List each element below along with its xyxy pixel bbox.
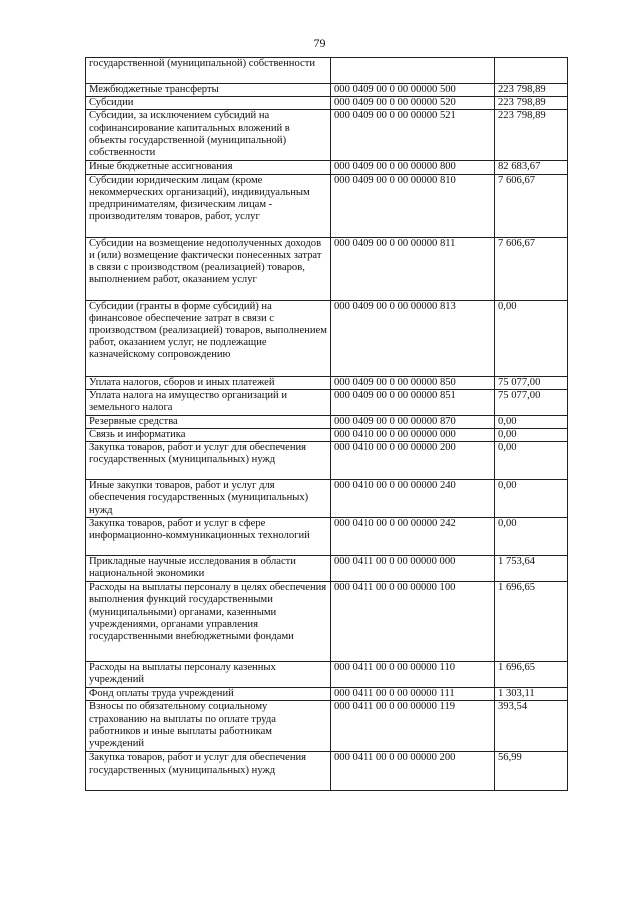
row-name-cell: Взносы по обязательному социальному страхованию на выплаты по оплате труда работников и иные выплаты работникам учреждений (86, 701, 331, 752)
table-row (86, 688, 568, 701)
table-row (86, 58, 568, 84)
row-name-cell: Расходы на выплаты персоналу в целях обеспечения выполнения функций государственными (муниципальными) органами, казенными учреждениями, органами управления государственными внебюджетными фондами (86, 582, 331, 662)
row-code-cell: 000 0409 00 0 00 00000 520 (331, 97, 495, 110)
table-row (86, 300, 568, 376)
row-sum-cell: 7 606,67 (495, 174, 568, 237)
table-row (86, 752, 568, 791)
row-code-cell: 000 0409 00 0 00 00000 870 (331, 415, 495, 428)
row-sum-cell: 0,00 (495, 518, 568, 556)
row-code-cell: 000 0411 00 0 00 00000 110 (331, 662, 495, 688)
table-row (86, 84, 568, 97)
row-name-cell: Фонд оплаты труда учреждений (86, 688, 331, 701)
row-name-cell: Субсидии, за исключением субсидий на софинансирование капитальных вложений в объекты государственной (муниципальной) собственности (86, 110, 331, 161)
row-sum-cell: 0,00 (495, 415, 568, 428)
table-row (86, 415, 568, 428)
row-name-cell: Иные закупки товаров, работ и услуг для обеспечения государственных (муниципальных) нужд (86, 480, 331, 518)
row-sum-cell: 223 798,89 (495, 97, 568, 110)
row-sum-cell: 0,00 (495, 429, 568, 442)
row-code-cell: 000 0411 00 0 00 00000 119 (331, 701, 495, 752)
row-code-cell: 000 0410 00 0 00 00000 200 (331, 442, 495, 480)
row-name-cell: Уплата налога на имущество организаций и земельного налога (86, 389, 331, 415)
table-row (86, 662, 568, 688)
row-sum-cell: 1 696,65 (495, 582, 568, 662)
page-number: 79 (313, 36, 326, 50)
row-sum-cell: 75 077,00 (495, 376, 568, 389)
table-row (86, 376, 568, 389)
table-row (86, 97, 568, 110)
row-sum-cell: 1 696,65 (495, 662, 568, 688)
row-code-cell: 000 0411 00 0 00 00000 100 (331, 582, 495, 662)
row-name-cell: Связь и информатика (86, 429, 331, 442)
budget-table-body (86, 58, 568, 791)
row-code-cell: 000 0410 00 0 00 00000 000 (331, 429, 495, 442)
row-code-cell: 000 0411 00 0 00 00000 000 (331, 556, 495, 582)
row-sum-cell: 82 683,67 (495, 161, 568, 174)
row-sum-cell: 75 077,00 (495, 389, 568, 415)
row-name-cell: Закупка товаров, работ и услуг для обеспечения государственных (муниципальных) нужд (86, 752, 331, 791)
row-code-cell (331, 58, 495, 84)
budget-table (85, 57, 568, 791)
row-sum-cell: 7 606,67 (495, 237, 568, 300)
row-code-cell: 000 0411 00 0 00 00000 200 (331, 752, 495, 791)
row-name-cell: Субсидии юридическим лицам (кроме некоммерческих организаций), индивидуальным предпринимателям, физическим лицам - производителям товаров, работ, услуг (86, 174, 331, 237)
row-sum-cell (495, 58, 568, 84)
row-sum-cell: 0,00 (495, 300, 568, 376)
table-row (86, 582, 568, 662)
row-code-cell: 000 0409 00 0 00 00000 500 (331, 84, 495, 97)
row-name-cell: Закупка товаров, работ и услуг в сфере информационно-коммуникационных технологий (86, 518, 331, 556)
table-row (86, 701, 568, 752)
table-row (86, 480, 568, 518)
row-name-cell: Субсидии (86, 97, 331, 110)
row-code-cell: 000 0409 00 0 00 00000 521 (331, 110, 495, 161)
row-name-cell: Субсидии на возмещение недополученных доходов и (или) возмещение фактически понесенных затрат в связи с производством (реализацией) товаров, выполнением работ, оказанием услуг (86, 237, 331, 300)
row-code-cell: 000 0409 00 0 00 00000 800 (331, 161, 495, 174)
row-code-cell: 000 0410 00 0 00 00000 242 (331, 518, 495, 556)
table-row (86, 442, 568, 480)
row-code-cell: 000 0409 00 0 00 00000 850 (331, 376, 495, 389)
row-sum-cell: 0,00 (495, 480, 568, 518)
row-code-cell: 000 0411 00 0 00 00000 111 (331, 688, 495, 701)
table-row (86, 389, 568, 415)
table-row (86, 237, 568, 300)
row-name-cell: Межбюджетные трансферты (86, 84, 331, 97)
row-name-cell: Расходы на выплаты персоналу казенных учреждений (86, 662, 331, 688)
row-sum-cell: 393,54 (495, 701, 568, 752)
row-code-cell: 000 0409 00 0 00 00000 811 (331, 237, 495, 300)
row-code-cell: 000 0409 00 0 00 00000 813 (331, 300, 495, 376)
row-sum-cell: 223 798,89 (495, 84, 568, 97)
row-code-cell: 000 0409 00 0 00 00000 851 (331, 389, 495, 415)
table-row (86, 429, 568, 442)
row-name-cell: Иные бюджетные ассигнования (86, 161, 331, 174)
row-sum-cell: 223 798,89 (495, 110, 568, 161)
row-sum-cell: 0,00 (495, 442, 568, 480)
table-row (86, 556, 568, 582)
row-name-cell: Закупка товаров, работ и услуг для обеспечения государственных (муниципальных) нужд (86, 442, 331, 480)
table-row (86, 518, 568, 556)
row-name-cell: Уплата налогов, сборов и иных платежей (86, 376, 331, 389)
table-row (86, 174, 568, 237)
row-code-cell: 000 0410 00 0 00 00000 240 (331, 480, 495, 518)
row-name-cell: Резервные средства (86, 415, 331, 428)
row-name-cell: государственной (муниципальной) собственности (86, 58, 331, 84)
table-row (86, 110, 568, 161)
row-name-cell: Прикладные научные исследования в области национальной экономики (86, 556, 331, 582)
table-row (86, 161, 568, 174)
row-sum-cell: 1 303,11 (495, 688, 568, 701)
row-code-cell: 000 0409 00 0 00 00000 810 (331, 174, 495, 237)
row-sum-cell: 56,99 (495, 752, 568, 791)
row-sum-cell: 1 753,64 (495, 556, 568, 582)
row-name-cell: Субсидии (гранты в форме субсидий) на финансовое обеспечение затрат в связи с производством (реализацией) товаров, выполнением работ, оказанием услуг, не подлежащие казначейскому сопровождению (86, 300, 331, 376)
